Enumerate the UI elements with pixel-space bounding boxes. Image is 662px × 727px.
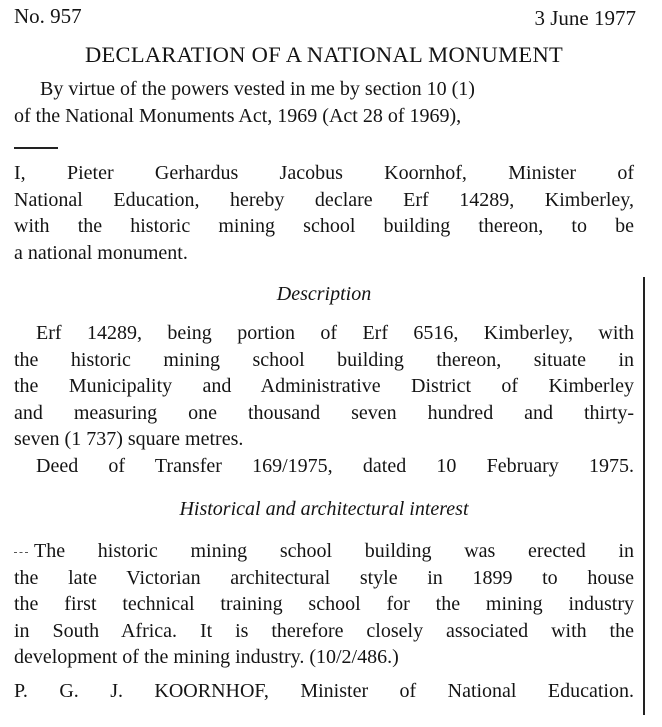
divider-rule bbox=[14, 147, 58, 149]
column-rule bbox=[643, 277, 645, 715]
interest-line: the late Victorian architectural style in 1899 to house bbox=[14, 566, 634, 589]
notice-title: DECLARATION OF A NATIONAL MONUMENT bbox=[84, 42, 564, 67]
description-line: Erf 14289, being portion of Erf 6516, Kimberley, with bbox=[36, 322, 634, 344]
description-line: the historic mining school building thereon, situate in bbox=[14, 348, 634, 371]
description-heading: Description bbox=[276, 283, 372, 305]
declaration-paragraph bbox=[14, 160, 634, 266]
description-line: seven (1 737) square metres. bbox=[14, 428, 244, 450]
notice-date: 3 June 1977 bbox=[534, 6, 636, 30]
declaration-line: with the historic mining school building thereon, to be bbox=[14, 215, 634, 237]
interest-line-text: The historic mining school building was erected in bbox=[34, 540, 634, 562]
preamble bbox=[14, 76, 634, 130]
notice-number: No. 957 bbox=[14, 4, 82, 28]
deed-line: Deed of Transfer 169/1975, dated 10 February 1975. bbox=[36, 455, 634, 477]
interest-paragraph bbox=[14, 538, 634, 671]
declaration-line: National Education, hereby declare Erf 14289, Kimberley, bbox=[14, 188, 634, 211]
interest-line: the first technical training school for the mining industry bbox=[14, 593, 634, 615]
declaration-line: I, Pieter Gerhardus Jacobus Koornhof, Minister of bbox=[14, 162, 634, 184]
interest-line-first bbox=[14, 538, 634, 565]
interest-heading: Historical and architectural interest bbox=[179, 498, 469, 520]
preamble-line: of the National Monuments Act, 1969 (Act 28 of 1969), bbox=[14, 105, 462, 127]
deed-paragraph bbox=[14, 453, 634, 480]
description-line: the Municipality and Administrative District of Kimberley bbox=[14, 375, 634, 397]
print-dash-mark bbox=[14, 552, 28, 553]
declaration-line: a national monument. bbox=[14, 241, 188, 264]
interest-line: in South Africa. It is therefore closely associated with the bbox=[14, 619, 634, 642]
interest-line: development of the mining industry. (10/2/486.) bbox=[14, 646, 399, 668]
preamble-line: By virtue of the powers vested in me by section 10 (1) bbox=[40, 78, 475, 100]
description-paragraph bbox=[14, 320, 634, 453]
signature-paragraph bbox=[14, 678, 634, 705]
description-line: and measuring one thousand seven hundred and thirty- bbox=[14, 401, 634, 424]
signature-line: P. G. J. KOORNHOF, Minister of National Education. bbox=[14, 680, 634, 702]
